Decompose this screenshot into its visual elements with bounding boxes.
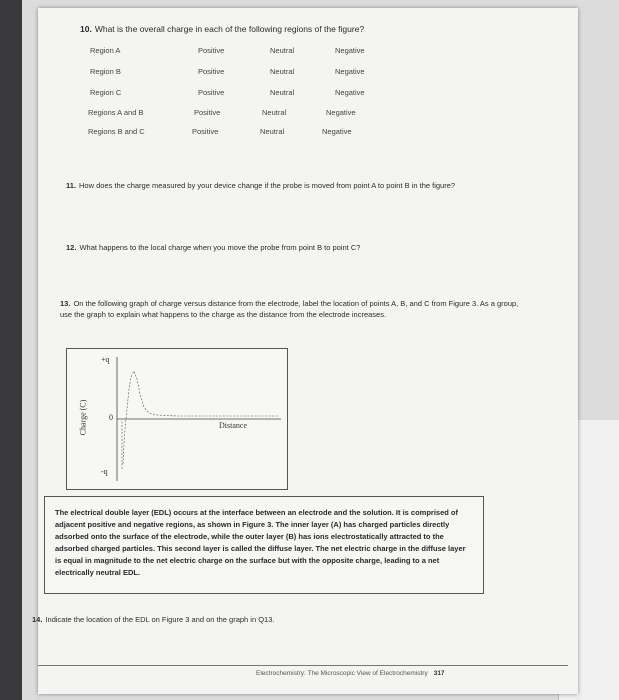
question-13 <box>60 298 530 320</box>
footer-divider <box>38 665 568 666</box>
region-label: Regions A and B <box>88 108 144 117</box>
option-negative[interactable]: Negative <box>335 46 365 55</box>
region-label: Region A <box>90 46 121 55</box>
option-neutral[interactable]: Neutral <box>270 88 295 97</box>
question-number: 13. <box>60 299 71 308</box>
worksheet-page <box>32 8 578 694</box>
option-negative[interactable]: Negative <box>322 127 352 136</box>
question-text: Indicate the location of the EDL on Figure 3 and on the graph in Q13. <box>45 615 275 624</box>
region-label: Region B <box>90 67 121 76</box>
region-label: Regions B and C <box>88 127 145 136</box>
question-number: 14. <box>32 615 43 624</box>
y-tick-negative: -q <box>101 467 108 476</box>
edl-info-box <box>44 496 484 594</box>
question-number: 10. <box>80 24 92 34</box>
option-positive[interactable]: Positive <box>198 67 225 76</box>
option-positive[interactable]: Positive <box>198 88 225 97</box>
y-tick-zero: 0 <box>109 413 113 422</box>
option-positive[interactable]: Positive <box>192 127 219 136</box>
question-10 <box>80 24 540 35</box>
y-axis-label: Charge (C) <box>78 399 88 436</box>
footer-title: Electrochemistry: The Microscopic View of Electrochemistry <box>256 670 428 677</box>
option-neutral[interactable]: Neutral <box>270 67 295 76</box>
question-12 <box>66 242 546 253</box>
graph-svg <box>67 349 287 489</box>
option-positive[interactable]: Positive <box>194 108 221 117</box>
option-neutral[interactable]: Neutral <box>270 46 295 55</box>
option-neutral[interactable]: Neutral <box>262 108 287 117</box>
option-negative[interactable]: Negative <box>335 67 365 76</box>
question-14 <box>32 614 492 625</box>
question-text: On the following graph of charge versus distance from the electrode, label the location of points A, B, and C from Figure 3. As a group, use the graph to explain what happens to the charge as the distance from the electrode increases. <box>60 299 519 319</box>
page-number: 317 <box>433 670 445 677</box>
option-negative[interactable]: Negative <box>326 108 356 117</box>
question-11 <box>66 180 571 191</box>
charge-curve <box>123 371 279 464</box>
question-text: What is the overall charge in each of the following regions of the figure? <box>94 24 365 34</box>
region-label: Region C <box>90 88 122 97</box>
question-text: How does the charge measured by your device change if the probe is moved from point A to point B in the figure? <box>79 181 456 190</box>
page-footer <box>256 670 445 677</box>
charge-distance-graph <box>66 348 288 490</box>
x-axis-label: Distance <box>219 421 247 430</box>
edl-info-text: The electrical double layer (EDL) occurs at the interface between an electrode and the solution. It is comprised of adjacent positive and negative regions, as shown in Figure 3. The inner layer (A) has charged particles directly adsorbed onto the surface of the electrode, while the outer layer (B) has ions electrostatically attracted to the adsorbed charged particles. This second layer is called the diffuse layer. The net electric charge in the diffuse layer is equal in magnitude to the net electric charge on the surface but with the opposite charge, leading to a net electrically neutral EDL. <box>55 508 466 577</box>
option-negative[interactable]: Negative <box>335 88 365 97</box>
option-positive[interactable]: Positive <box>198 46 225 55</box>
question-number: 12. <box>66 243 77 252</box>
option-neutral[interactable]: Neutral <box>260 127 285 136</box>
y-tick-positive: +q <box>101 355 110 364</box>
question-number: 11. <box>66 181 77 190</box>
question-text: What happens to the local charge when you move the probe from point B to point C? <box>79 243 361 252</box>
